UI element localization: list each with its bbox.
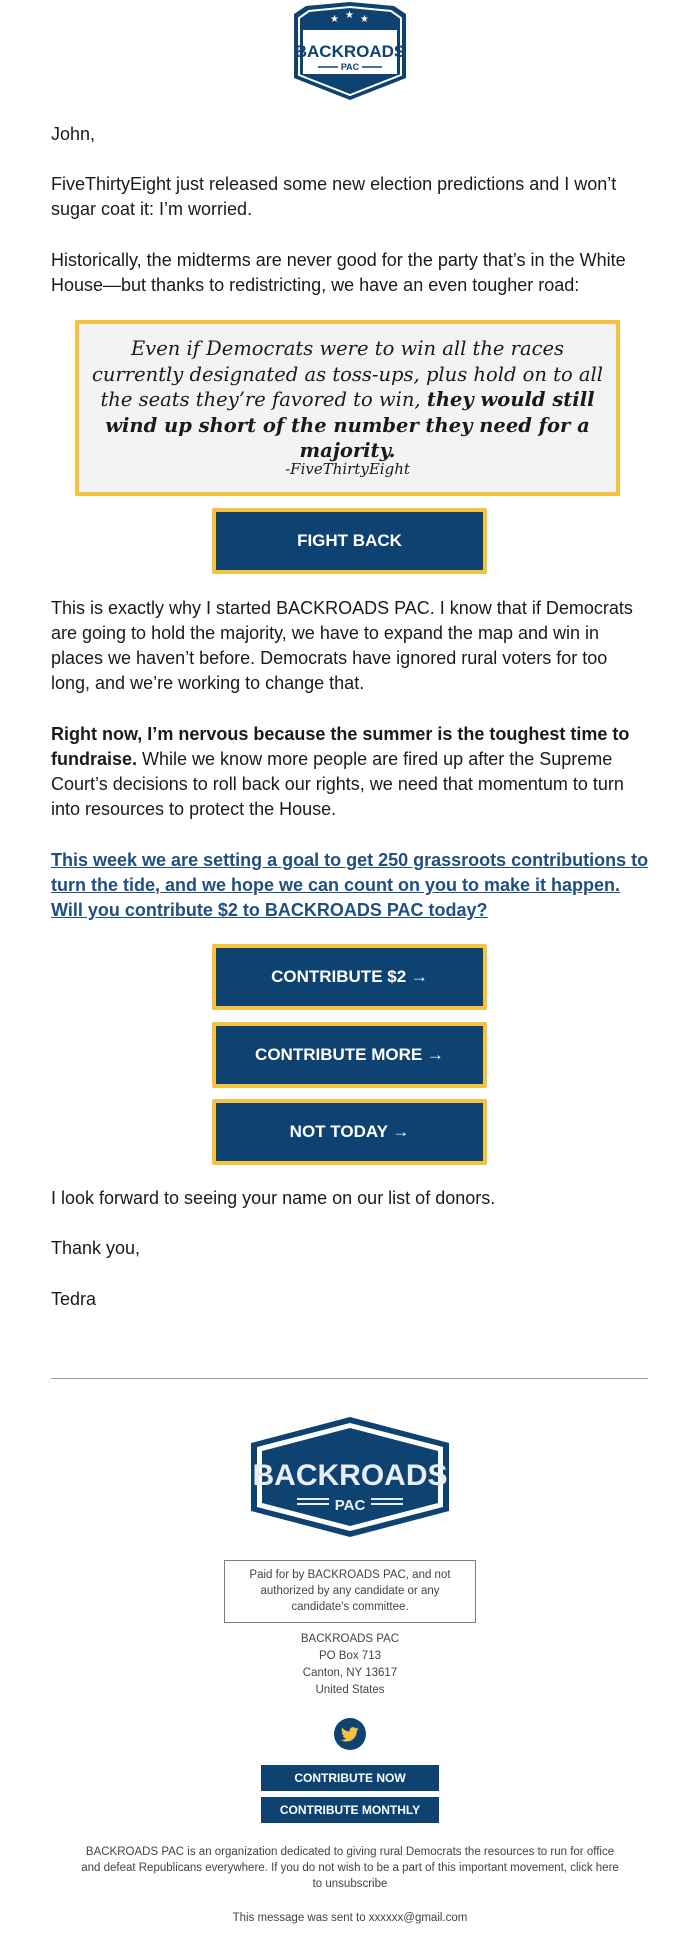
backroads-pac-footer-logo: [249, 1415, 451, 1539]
paragraph-nervous: [51, 722, 651, 822]
contribute-more-button[interactable]: CONTRIBUTE MORE →: [212, 1022, 487, 1088]
fight-back-button[interactable]: FIGHT BACK: [212, 508, 487, 574]
paragraph-intro: FiveThirtyEight just released some new election predictions and I won’t sugar coat it: I’m worried.: [51, 174, 617, 219]
not-today-button[interactable]: NOT TODAY →: [212, 1099, 487, 1165]
contribute-monthly-button[interactable]: CONTRIBUTE MONTHLY: [261, 1797, 439, 1823]
signature: Tedra: [51, 1289, 97, 1309]
contribute-2-button[interactable]: CONTRIBUTE $2 →: [212, 944, 487, 1010]
svg-text:★: ★: [345, 10, 354, 21]
paragraph-midterms: Historically, the midterms are never good for the party that’s in the White House—but thanks to redistricting, we have an even tougher road:: [51, 250, 626, 295]
paragraph-nervous-rest: While we know more people are fired up after the Supreme Court’s decisions to roll back our rights, we need that momentum to turn into resources to protect the House.: [51, 749, 624, 819]
paragraph-why: This is exactly why I started BACKROADS PAC. I know that if Democrats are going to hold the majority, we have to expand the map and win in places we haven’t before. Democrats have ignored rural voters for too long, and we’re working to change that.: [51, 598, 633, 693]
paragraph-donors: I look forward to seeing your name on our list of donors.: [51, 1188, 496, 1208]
quote-bold: they would still wind up short of the number they need for a majority.: [105, 388, 595, 462]
mailing-address: [200, 1631, 500, 1699]
greeting: John,: [51, 124, 96, 144]
sent-to-notice: This message was sent to xxxxxx@gmail.com: [232, 1912, 468, 1924]
svg-text:BACKROADS: BACKROADS: [294, 42, 406, 61]
backroads-pac-logo: [288, 0, 412, 102]
twitter-bird-icon: [341, 1727, 359, 1742]
pull-quote: [75, 320, 620, 496]
paragraph-nervous-bold: Right now, I’m nervous because the summer is the toughest time to fundraise.: [51, 724, 630, 769]
address-line: Canton, NY 13617: [302, 1667, 398, 1679]
contribute-link[interactable]: This week we are setting a goal to get 250 grassroots contributions to turn the tide, and we hope we can count on you to make it happen. Will you contribute $2 to BACKROADS PAC today?: [51, 850, 649, 920]
footer-logo[interactable]: [249, 1415, 451, 1539]
svg-text:PAC: PAC: [334, 1497, 366, 1514]
quote-attribution: -FiveThirtyEight: [285, 460, 410, 478]
svg-text:PAC: PAC: [340, 62, 360, 72]
quote-text: [91, 336, 604, 464]
svg-text:★: ★: [330, 14, 339, 25]
contribute-now-button[interactable]: CONTRIBUTE NOW: [261, 1765, 439, 1791]
signoff: Thank you,: [51, 1238, 141, 1258]
mission-statement[interactable]: BACKROADS PAC is an organization dedicated to giving rural Democrats the resources to run for office and defeat Republicans everywhere. If you do not wish to be a part of this important movement, click here to unsubscribe: [81, 1846, 619, 1890]
svg-text:★: ★: [360, 14, 369, 25]
header-logo[interactable]: [288, 0, 412, 102]
address-line: United States: [315, 1684, 385, 1696]
twitter-icon[interactable]: [334, 1718, 366, 1750]
quote-italic: Even if Democrats were to win all the races currently designated as toss-ups, plus hold on to all the seats they’re favored to win,: [91, 337, 604, 411]
svg-text:BACKROADS: BACKROADS: [252, 1459, 448, 1492]
address-line: PO Box 713: [318, 1650, 381, 1662]
paragraph-goal: [51, 848, 651, 923]
divider: [51, 1378, 648, 1379]
address-line: BACKROADS PAC: [300, 1633, 400, 1645]
paid-for-disclaimer: Paid for by BACKROADS PAC, and not authorized by any candidate or any candidate's committee.: [224, 1560, 476, 1623]
